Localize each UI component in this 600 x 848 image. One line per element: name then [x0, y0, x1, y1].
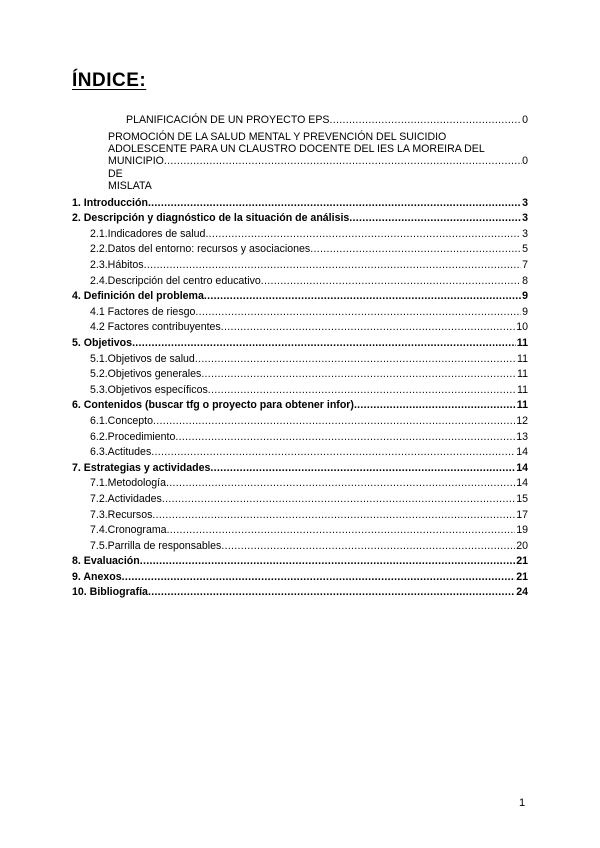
- toc-entry-label: 9. Anexos: [72, 570, 122, 583]
- toc-entry-label: 2.1.Indicadores de salud: [90, 227, 206, 240]
- toc-section-entry[interactable]: [72, 461, 528, 477]
- toc-subsection-entry[interactable]: [72, 539, 528, 555]
- toc-subsection-entry[interactable]: [72, 305, 528, 321]
- dot-leader: [195, 305, 521, 321]
- dot-leader: [164, 155, 522, 167]
- toc-entry-page: 7: [522, 259, 528, 271]
- dot-leader: [167, 523, 516, 539]
- toc-entry-label: 1. Introducción: [72, 196, 148, 209]
- toc-entry-page: 19: [516, 524, 528, 537]
- dot-leader: [151, 445, 515, 461]
- dot-leader: [261, 274, 521, 290]
- toc-entry-page: 0: [522, 114, 528, 126]
- toc-entry-page: 11: [516, 336, 528, 349]
- toc-entry-label: 2.2.Datos del entorno: recursos y asociaciones: [90, 243, 311, 256]
- dot-leader: [162, 492, 515, 508]
- toc-entry-page: 10: [516, 321, 528, 334]
- toc-entry-page: 11: [517, 352, 528, 365]
- toc-entry-label: 2.3.Hábitos: [90, 259, 144, 271]
- toc-subsection-entry[interactable]: [72, 508, 528, 524]
- dot-leader: [152, 508, 515, 524]
- toc-entry-page: 0: [522, 155, 528, 168]
- dot-leader: [354, 398, 516, 414]
- toc-entry-label: 7. Estrategias y actividades: [72, 461, 211, 474]
- toc-entry-page: 11: [516, 399, 528, 412]
- toc-section-entry[interactable]: [72, 196, 528, 212]
- toc-entry-label: 2.4.Descripción del centro educativo: [90, 274, 261, 287]
- toc-entry-label: 4.1 Factores de riesgo: [90, 305, 196, 318]
- toc-entry-label: 7.1.Metodología: [90, 477, 166, 490]
- toc-section-entry[interactable]: [72, 585, 528, 601]
- toc-subsection-entry[interactable]: [72, 320, 528, 336]
- toc-entry-label-line: ADOLESCENTE PARA UN CLAUSTRO DOCENTE DEL IES LA MOREIRA DEL: [108, 143, 485, 155]
- page-number: 1: [519, 797, 526, 809]
- toc-entry-page: 20: [516, 539, 528, 552]
- toc-entry-label: 7.4.Cronograma: [90, 524, 167, 537]
- toc-subsection-entry[interactable]: [72, 274, 528, 290]
- toc-entry-label-line: PROMOCIÓN DE LA SALUD MENTAL Y PREVENCIÓN DEL SUICIDIO: [108, 130, 447, 143]
- toc-entry-label: 6.3.Actitudes: [90, 446, 152, 459]
- dot-leader: [148, 585, 515, 601]
- dot-leader: [122, 570, 516, 586]
- toc-subsection-entry[interactable]: [72, 258, 528, 274]
- dot-leader: [208, 383, 516, 399]
- toc-entry-label: 5.3.Objetivos específicos: [90, 383, 208, 396]
- toc-entry-page: 11: [517, 383, 528, 396]
- toc-subsection-entry[interactable]: [72, 383, 528, 399]
- toc-section-entry[interactable]: [72, 554, 528, 570]
- toc-subsection-entry[interactable]: [72, 445, 528, 461]
- toc-entry-label: 10. Bibliografía: [72, 586, 148, 599]
- toc-subsection-entry[interactable]: [72, 227, 528, 243]
- toc-subsection-entry[interactable]: [72, 242, 528, 258]
- toc-entry-page: 15: [516, 492, 528, 505]
- toc-entry-label: 5.2.Objetivos generales: [90, 368, 202, 381]
- toc-entry-page: 8: [522, 274, 528, 287]
- dot-leader: [195, 352, 516, 368]
- dot-leader: [201, 367, 516, 383]
- toc-entry-page: 3: [522, 196, 528, 209]
- toc-entry-page: 12: [516, 414, 528, 427]
- dot-leader: [221, 320, 515, 336]
- dot-leader: [204, 289, 521, 305]
- page-title: ÍNDICE:: [72, 70, 147, 91]
- dot-leader: [310, 242, 521, 258]
- dot-leader: [210, 461, 515, 477]
- toc-entry-label: 4. Definición del problema: [72, 290, 204, 303]
- toc-entry-label: 8. Evaluación: [72, 555, 140, 568]
- dot-leader: [140, 554, 515, 570]
- toc-entry-front[interactable]: [72, 113, 528, 129]
- toc-entry-page: 14: [516, 461, 528, 474]
- toc-entry-page: 14: [516, 477, 528, 490]
- toc-section-entry[interactable]: [72, 211, 528, 227]
- toc-list: [72, 196, 528, 601]
- toc-subsection-entry[interactable]: [72, 352, 528, 368]
- toc-entry-label: 7.5.Parrilla de responsables: [90, 539, 222, 552]
- toc-section-entry[interactable]: [72, 336, 528, 352]
- dot-leader: [166, 476, 515, 492]
- toc-section-entry[interactable]: [72, 398, 528, 414]
- dot-leader: [205, 227, 521, 243]
- toc-entry-page: 11: [517, 368, 528, 381]
- dot-leader: [144, 258, 522, 274]
- toc-subsection-entry[interactable]: [72, 476, 528, 492]
- toc-entry-page: 13: [516, 430, 528, 443]
- toc-entry-front-multiline[interactable]: [72, 131, 528, 193]
- toc-entry-label: 7.2.Actividades: [90, 492, 162, 505]
- toc-entry-label: 6.1.Concepto: [90, 414, 154, 427]
- toc-subsection-entry[interactable]: [72, 414, 528, 430]
- toc-subsection-entry[interactable]: [72, 492, 528, 508]
- toc-entry-label: 4.2 Factores contribuyentes: [90, 321, 221, 334]
- toc-entry-label-line: MUNICIPIO DE MISLATA: [108, 155, 164, 193]
- toc-entry-label: 7.3.Recursos: [90, 508, 153, 521]
- toc-entry-label: 5. Objetivos: [72, 336, 133, 349]
- toc-entry-page: 14: [516, 446, 528, 459]
- table-of-contents: [72, 113, 528, 601]
- toc-subsection-entry[interactable]: [72, 367, 528, 383]
- toc-entry-label: 6. Contenidos (buscar tfg o proyecto para obtener infor): [72, 399, 354, 412]
- toc-entry-page: 21: [516, 570, 528, 583]
- dot-leader: [349, 211, 521, 227]
- toc-subsection-entry[interactable]: [72, 523, 528, 539]
- toc-section-entry[interactable]: [72, 289, 528, 305]
- toc-entry-page: 3: [522, 227, 528, 240]
- dot-leader: [153, 414, 515, 430]
- toc-entry-page: 9: [522, 290, 528, 303]
- toc-entry-label: 5.1.Objetivos de salud: [90, 352, 195, 365]
- toc-section-entry[interactable]: [72, 570, 528, 586]
- dot-leader: [329, 113, 521, 129]
- toc-entry-page: 21: [516, 555, 528, 568]
- dot-leader: [148, 196, 521, 212]
- toc-entry-page: 24: [516, 586, 528, 599]
- toc-subsection-entry[interactable]: [72, 430, 528, 446]
- dot-leader: [132, 336, 516, 352]
- toc-entry-label: PLANIFICACIÓN DE UN PROYECTO EPS: [126, 114, 330, 126]
- toc-entry-page: 17: [516, 508, 528, 521]
- dot-leader: [175, 430, 515, 446]
- toc-entry-label: 2. Descripción y diagnóstico de la situación de análisis: [72, 212, 350, 225]
- toc-entry-page: 5: [522, 243, 528, 256]
- dot-leader: [221, 539, 515, 555]
- toc-entry-page: 3: [522, 212, 528, 225]
- toc-entry-label: 6.2.Procedimiento: [90, 430, 176, 443]
- toc-entry-page: 9: [522, 305, 528, 318]
